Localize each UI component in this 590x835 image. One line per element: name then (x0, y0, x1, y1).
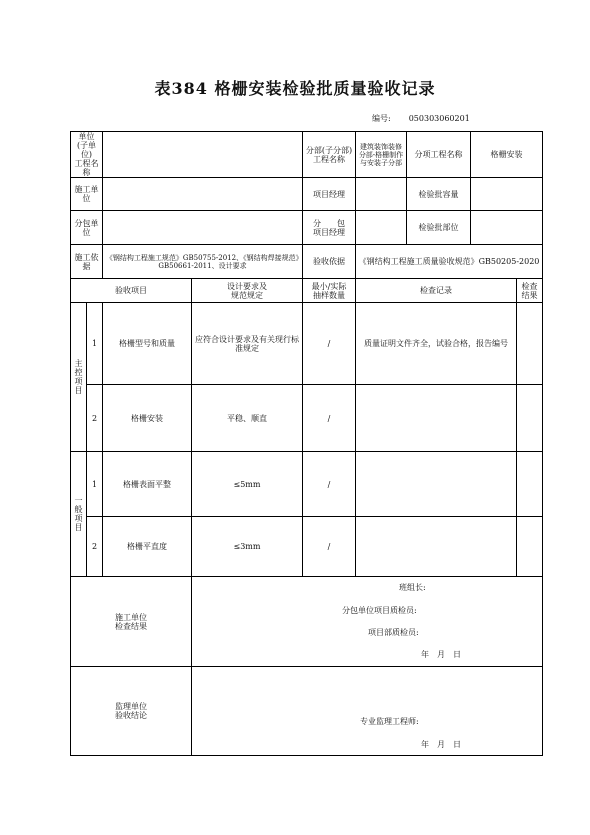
subcontract-unit-value[interactable] (103, 211, 303, 245)
document-title: 表384 格栅安装检验批质量验收记录 (154, 79, 436, 98)
supervision-engineer-label: 专业监理工程师: (360, 717, 419, 726)
construction-check-signatures[interactable] (192, 577, 543, 667)
item-sampling[interactable]: / (303, 385, 356, 452)
subcontract-manager-label: 分 包 项目经理 (303, 211, 356, 245)
batch-capacity-label: 检验批容量 (407, 178, 471, 211)
general-label: 一般项目 (71, 452, 87, 577)
item-sampling[interactable]: / (303, 303, 356, 385)
sub-inspector-label: 分包单位项目质检员: (342, 606, 417, 615)
subcontract-unit-label: 分包单位 (71, 211, 103, 245)
table-row (71, 452, 543, 517)
item-sampling[interactable]: / (303, 452, 356, 517)
item-requirement: ≤3mm (192, 517, 303, 577)
project-inspector-label: 项目部质检员: (368, 628, 419, 637)
item-record[interactable] (356, 385, 517, 452)
construction-unit-value[interactable] (103, 178, 303, 211)
document-number (372, 113, 470, 124)
acceptance-basis-label: 验收依据 (303, 245, 356, 279)
item-record[interactable] (356, 452, 517, 517)
acceptance-basis-value: 《钢结构工程施工质量验收规范》GB50205-2020 (356, 245, 543, 279)
col-header-requirement: 设计要求及 规范规定 (192, 279, 303, 303)
construction-unit-label: 施工单位 (71, 178, 103, 211)
item-sampling[interactable]: / (303, 517, 356, 577)
table-row (71, 303, 543, 385)
unit-name-value[interactable] (103, 132, 303, 178)
item-result[interactable] (517, 385, 543, 452)
row-number: 2 (87, 517, 103, 577)
item-name: 格栅平直度 (103, 517, 192, 577)
subitem-name-value[interactable]: 格栅安装 (471, 132, 543, 178)
team-leader-label: 班组长: (399, 583, 426, 592)
item-result[interactable] (517, 517, 543, 577)
batch-location-value[interactable] (471, 211, 543, 245)
division-name-value[interactable]: 建筑装饰装修分部-格栅制作与安装子分部 (356, 132, 407, 178)
document-number-label: 编号: (372, 114, 391, 123)
supervision-date: 年 月 日 (421, 740, 461, 749)
item-requirement: 应符合设计要求及有关现行标准规定 (192, 303, 303, 385)
subcontract-manager-value[interactable] (356, 211, 407, 245)
supervision-label: 监理单位 验收结论 (71, 667, 192, 756)
batch-capacity-value[interactable] (471, 178, 543, 211)
construction-basis-value: 《钢结构工程施工规范》GB50755-2012、《钢结构焊接规范》GB50661-2011、设计要求 (103, 245, 303, 279)
table-row (71, 385, 543, 452)
table-row (71, 517, 543, 577)
item-requirement: ≤5mm (192, 452, 303, 517)
project-manager-value[interactable] (356, 178, 407, 211)
subitem-name-label: 分项工程名称 (407, 132, 471, 178)
col-header-sampling: 最小/实际 抽样数量 (303, 279, 356, 303)
item-record[interactable] (356, 517, 517, 577)
item-name: 格栅安装 (103, 385, 192, 452)
main-control-label: 主控项目 (71, 303, 87, 452)
item-record[interactable]: 质量证明文件齐全，试验合格，报告编号 (356, 303, 517, 385)
item-result[interactable] (517, 452, 543, 517)
row-number: 1 (87, 303, 103, 385)
item-result[interactable] (517, 303, 543, 385)
acceptance-record-table (70, 131, 543, 756)
construction-check-label: 施工单位 检查结果 (71, 577, 192, 667)
item-name: 格栅型号和质量 (103, 303, 192, 385)
construction-date: 年 月 日 (421, 650, 461, 659)
division-name-label: 分部(子分部) 工程名称 (303, 132, 356, 178)
document-number-value: 050303060201 (408, 114, 470, 123)
item-requirement: 平稳、顺直 (192, 385, 303, 452)
col-header-item: 验收项目 (71, 279, 192, 303)
supervision-signatures[interactable] (192, 667, 543, 756)
construction-basis-label: 施工依据 (71, 245, 103, 279)
project-manager-label: 项目经理 (303, 178, 356, 211)
row-number: 2 (87, 385, 103, 452)
unit-name-label: 单位(子单位) 工程名称 (71, 132, 103, 178)
col-header-result: 检查 结果 (517, 279, 543, 303)
col-header-record: 检查记录 (356, 279, 517, 303)
row-number: 1 (87, 452, 103, 517)
item-name: 格栅表面平整 (103, 452, 192, 517)
batch-location-label: 检验批部位 (407, 211, 471, 245)
